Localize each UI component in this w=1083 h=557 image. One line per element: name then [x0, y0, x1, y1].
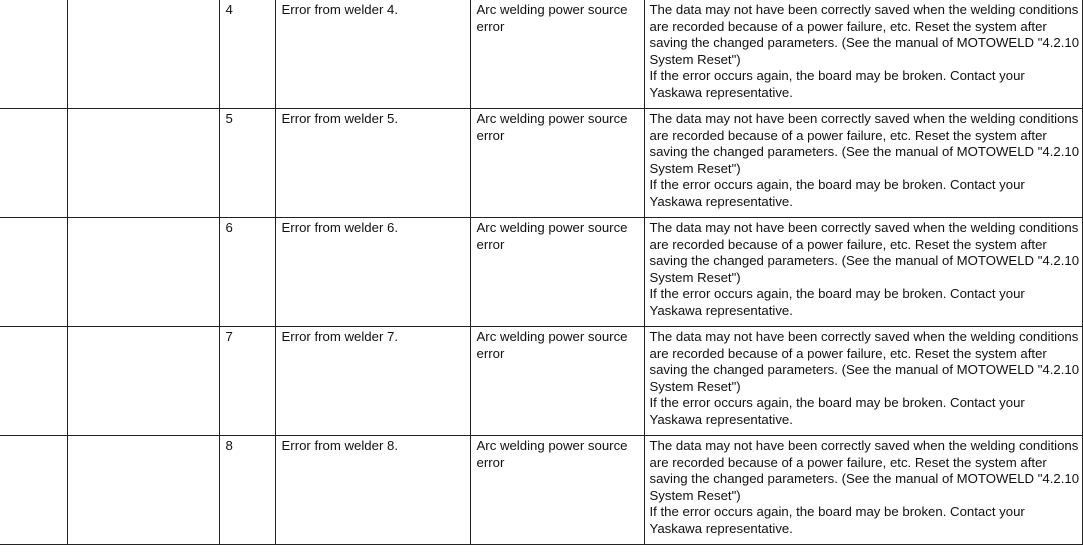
- sub-code-cell: 6: [219, 218, 275, 327]
- table-row: [0, 0, 1082, 109]
- remedy-text: The data may not have been correctly saved when the welding conditions are recorded because of a power failure, etc. Reset the system after saving the changed parameters. (See the manual of MOTOWELD "4.2.10 System Reset"): [649, 111, 1080, 176]
- cause-cell: Arc welding power source error: [470, 218, 644, 327]
- cause-cell: Arc welding power source error: [470, 436, 644, 545]
- remedy-cell: [644, 0, 1082, 109]
- remedy-cell: [644, 218, 1082, 327]
- empty-cell: [0, 109, 67, 218]
- cause-cell: Arc welding power source error: [470, 0, 644, 109]
- table-row: [0, 436, 1082, 545]
- empty-cell: [0, 0, 67, 109]
- empty-cell: [67, 327, 219, 436]
- cause-cell: Arc welding power source error: [470, 327, 644, 436]
- empty-cell: [0, 436, 67, 545]
- remedy-cell: [644, 436, 1082, 545]
- table-row: [0, 109, 1082, 218]
- remedy-text: If the error occurs again, the board may be broken. Contact your Yaskawa representative.: [649, 504, 1025, 536]
- empty-cell: [67, 218, 219, 327]
- remedy-text: If the error occurs again, the board may be broken. Contact your Yaskawa representative.: [649, 286, 1025, 318]
- table-row: [0, 327, 1082, 436]
- message-cell: Error from welder 8.: [275, 436, 470, 545]
- remedy-text: The data may not have been correctly saved when the welding conditions are recorded because of a power failure, etc. Reset the system after saving the changed parameters. (See the manual of MOTOWELD "4.2.10 System Reset"): [649, 438, 1080, 503]
- sub-code-cell: 8: [219, 436, 275, 545]
- empty-cell: [0, 327, 67, 436]
- sub-code-cell: 4: [219, 0, 275, 109]
- remedy-text: The data may not have been correctly saved when the welding conditions are recorded because of a power failure, etc. Reset the system after saving the changed parameters. (See the manual of MOTOWELD "4.2.10 System Reset"): [649, 329, 1080, 394]
- empty-cell: [0, 218, 67, 327]
- remedy-cell: [644, 327, 1082, 436]
- empty-cell: [67, 0, 219, 109]
- sub-code-cell: 7: [219, 327, 275, 436]
- message-cell: Error from welder 7.: [275, 327, 470, 436]
- remedy-text: If the error occurs again, the board may be broken. Contact your Yaskawa representative.: [649, 177, 1025, 209]
- remedy-text: The data may not have been correctly saved when the welding conditions are recorded because of a power failure, etc. Reset the system after saving the changed parameters. (See the manual of MOTOWELD "4.2.10 System Reset"): [649, 220, 1080, 285]
- message-cell: Error from welder 5.: [275, 109, 470, 218]
- message-cell: Error from welder 4.: [275, 0, 470, 109]
- message-cell: Error from welder 6.: [275, 218, 470, 327]
- remedy-text: If the error occurs again, the board may be broken. Contact your Yaskawa representative.: [649, 68, 1025, 100]
- remedy-cell: [644, 109, 1082, 218]
- remedy-text: The data may not have been correctly saved when the welding conditions are recorded because of a power failure, etc. Reset the system after saving the changed parameters. (See the manual of MOTOWELD "4.2.10 System Reset"): [649, 2, 1080, 67]
- table-row: [0, 218, 1082, 327]
- empty-cell: [67, 436, 219, 545]
- cause-cell: Arc welding power source error: [470, 109, 644, 218]
- remedy-text: If the error occurs again, the board may be broken. Contact your Yaskawa representative.: [649, 395, 1025, 427]
- sub-code-cell: 5: [219, 109, 275, 218]
- empty-cell: [67, 109, 219, 218]
